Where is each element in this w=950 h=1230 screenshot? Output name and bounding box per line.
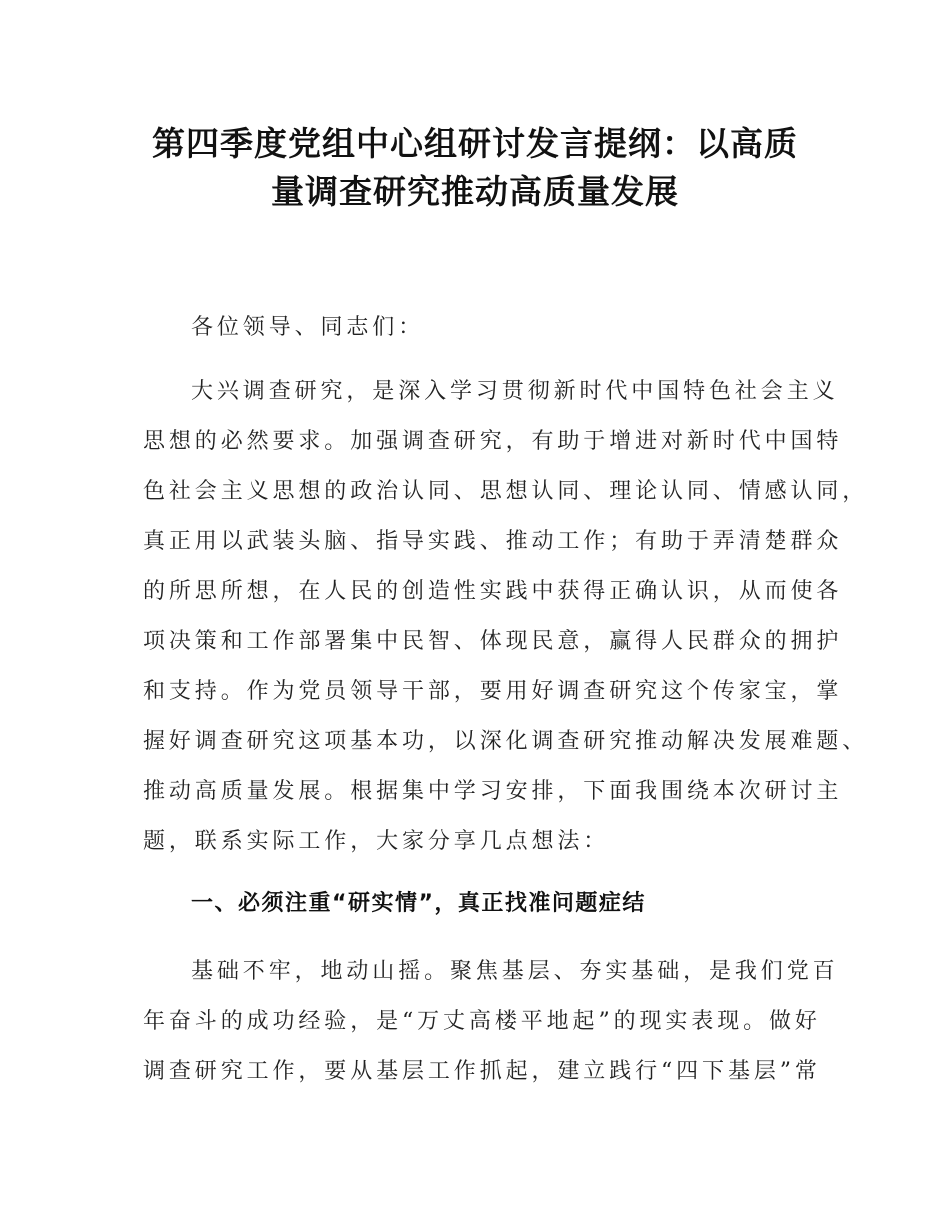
- salutation: 各位领导、同志们：: [191, 315, 425, 340]
- section-heading-1: 一、必须注重“研实情”，真正找准问题症结: [191, 891, 646, 916]
- paragraph-1-line: 大兴调查研究，是深入学习贯彻新时代中国特色社会主义: [191, 379, 839, 404]
- paragraph-1-line: 和支持。作为党员领导干部，要用好调查研究这个传家宝，掌: [143, 679, 843, 704]
- paragraph-1-line: 真正用以武装头脑、指导实践、推动工作；有助于弄清楚群众: [143, 529, 843, 554]
- paragraph-2-line: 调查研究工作，要从基层工作抓起，建立践行“四下基层”常: [143, 1059, 821, 1084]
- paragraph-2-line: 年奋斗的成功经验，是“万丈高楼平地起”的现实表现。做好: [143, 1009, 821, 1034]
- paragraph-1-line: 的所思所想，在人民的创造性实践中获得正确认识，从而使各: [143, 579, 843, 604]
- paragraph-1-line: 握好调查研究这项基本功，以深化调查研究推动解决发展难题、: [143, 729, 869, 754]
- paragraph-1-line: 推动高质量发展。根据集中学习安排，下面我围绕本次研讨主: [143, 779, 843, 804]
- paragraph-1-line: 思想的必然要求。加强调查研究，有助于增进对新时代中国特: [143, 429, 843, 454]
- document-title-line-2: 量调查研究推动高质量发展: [271, 172, 679, 211]
- document-title-line-1: 第四季度党组中心组研讨发言提纲：以高质: [152, 124, 798, 163]
- paragraph-1-line: 色社会主义思想的政治认同、思想认同、理论认同、情感认同，: [143, 479, 869, 504]
- paragraph-1-line: 题，联系实际工作，大家分享几点想法：: [143, 829, 610, 854]
- paragraph-1-line: 项决策和工作部署集中民智、体现民意，赢得人民群众的拥护: [143, 629, 843, 654]
- paragraph-2-line: 基础不牢，地动山摇。聚焦基层、夯实基础，是我们党百: [191, 959, 839, 984]
